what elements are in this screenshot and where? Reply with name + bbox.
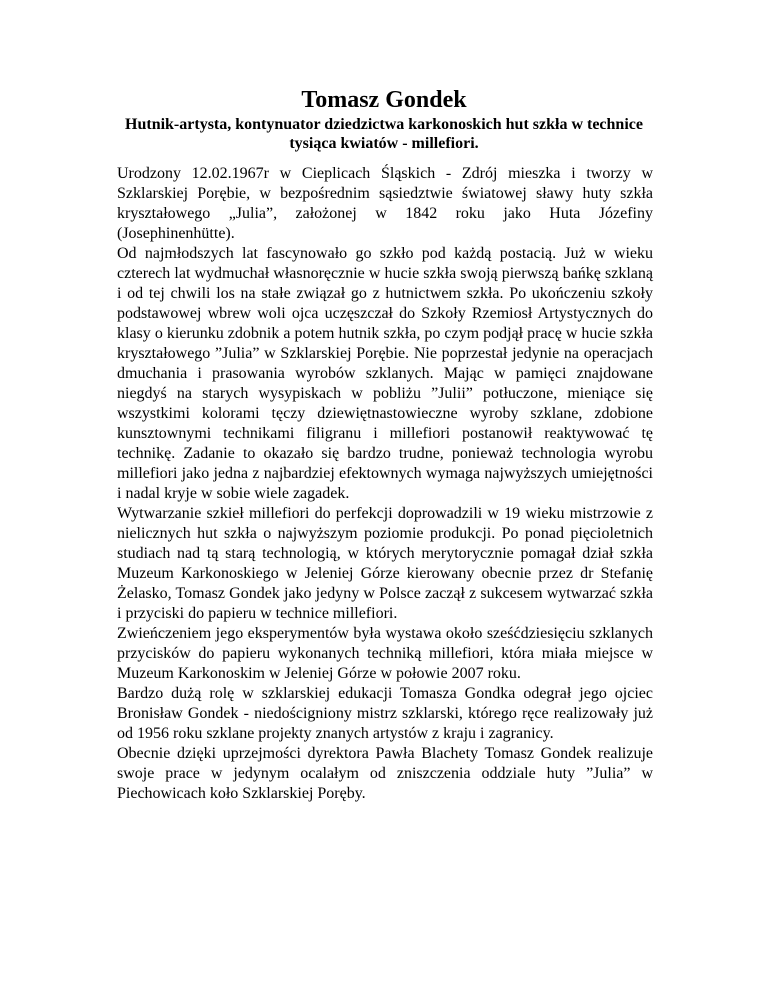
paragraph-exhibition: Zwieńczeniem jego eksperymentów była wystawa około sześćdziesięciu szklanych przycisków do papieru wykonanych techniką millefiori, która miała miejsce w Muzeum Karkonoskim w Jeleniej Górze w połowie 2007 roku.: [117, 625, 653, 682]
paragraph-millefiori-history: Wytwarzanie szkieł millefiori do perfekcji doprowadzili w 19 wieku mistrzowie z nielicznych hut szkła o najwyższym poziomie produkcji. Po ponad pięcioletnich studiach nad tą starą technologią, w których merytorycznie pomagał dział szkła Muzeum Karkonoskiego w Jeleniej Górze kierowany obecnie przez dr Stefanię Żelasko, Tomasz Gondek jako jedyny w Polsce zaczął z sukcesem wytwarzać szkła i przyciski do papieru w technice millefiori.: [117, 505, 653, 622]
paragraph-current-work: Obecnie dzięki uprzejmości dyrektora Pawła Blachety Tomasz Gondek realizuje swoje prace w jedynym ocalałym od zniszczenia oddziale huty ”Julia” w Piechowicach koło Szklarskiej Poręby.: [117, 745, 653, 802]
paragraph-father: Bardzo dużą rolę w szklarskiej edukacji Tomasza Gondka odegrał jego ojciec Bronisław Gondek - niedościgniony mistrz szklarski, którego ręce realizowały już od 1956 roku szklane projekty znanych artystów z kraju i zagranicy.: [117, 685, 653, 742]
document-subtitle: Hutnik-artysta, kontynuator dziedzictwa karkonoskich hut szkła w technice tysiąca kwiatów - millefiori.: [125, 116, 643, 152]
paragraph-fascination: Od najmłodszych lat fascynowało go szkło pod każdą postacią. Już w wieku czterech lat wydmuchał własnoręcznie w hucie szkła swoją pierwszą bańkę szklaną i od tej chwili los na stałe związał go z hutnictwem szkła. Po ukończeniu szkoły podstawowej wbrew woli ojca uczęszczał do Szkoły Rzemiosł Artystycznych do klasy o kierunku zdobnik a potem hutnik szkła, po czym podjął pracę w hucie szkła kryształowego ”Julia” w Szklarskiej Porębie. Nie poprzestał jedynie na operacjach dmuchania i prasowania wyrobów szklanych. Mając w pamięci znajdowane niegdyś na starych wysypiskach w pobliżu ”Julii” potłuczone, mieniące się wszystkimi kolorami tęczy dziewiętnastowieczne wyroby szklane, zdobione kunsztownymi technikami filigranu i millefiori postanowił reaktywować tę technikę. Zadanie to okazało się bardzo trudne, ponieważ technologia wyrobu millefiori jako jedna z najbardziej efektownych wymaga najwyższych umiejętności i nadal kryje w sobie wiele zagadek.: [117, 245, 653, 502]
document-body: [117, 164, 653, 804]
paragraph-birth: Urodzony 12.02.1967r w Cieplicach Śląskich - Zdrój mieszka i tworzy w Szklarskiej Porębie, w bezpośrednim sąsiedztwie światowej sławy huty szkła kryształowego „Julia”, założonej w 1842 roku jako Huta Józefiny (Josephinenhütte).: [117, 165, 653, 242]
document-title: Tomasz Gondek: [301, 87, 467, 113]
